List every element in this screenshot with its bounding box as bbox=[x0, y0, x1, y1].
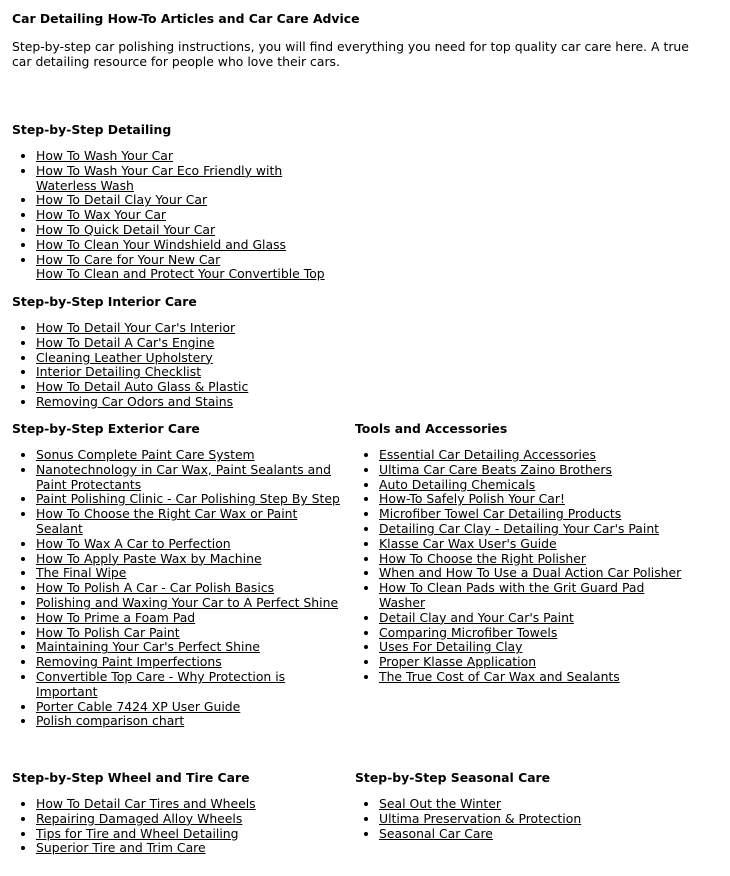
section-heading: Step-by-Step Exterior Care bbox=[12, 421, 200, 436]
article-link[interactable]: How To Choose the Right Polisher bbox=[379, 550, 586, 566]
list-item bbox=[379, 478, 685, 493]
list-item bbox=[36, 164, 342, 194]
link-list bbox=[12, 448, 342, 729]
article-link[interactable]: How To Detail Auto Glass & Plastic bbox=[36, 379, 249, 395]
list-item bbox=[379, 463, 685, 478]
list-item bbox=[36, 321, 342, 336]
list-item bbox=[379, 797, 685, 812]
list-item bbox=[36, 193, 342, 208]
article-link[interactable]: The True Cost of Car Wax and Sealants bbox=[379, 668, 620, 684]
article-link[interactable]: How To Detail Your Car's Interior bbox=[36, 320, 236, 335]
article-link[interactable]: Nanotechnology in Car Wax, Paint Sealants and Paint Protectants bbox=[36, 461, 331, 492]
list-item bbox=[36, 253, 342, 268]
list-item bbox=[36, 797, 342, 812]
list-item bbox=[379, 448, 685, 463]
list-item bbox=[36, 596, 342, 611]
article-link[interactable]: How To Apply Paste Wax by Machine bbox=[36, 550, 262, 566]
list-item bbox=[36, 537, 342, 552]
article-link[interactable]: Paint Polishing Clinic - Car Polishing Step By Step bbox=[36, 491, 340, 507]
list-item bbox=[36, 700, 342, 715]
article-link[interactable]: Removing Paint Imperfections bbox=[36, 654, 222, 670]
list-item bbox=[36, 507, 342, 537]
article-link[interactable]: Seal Out the Winter bbox=[379, 796, 501, 811]
list-item bbox=[36, 827, 342, 842]
section-heading: Step-by-Step Seasonal Care bbox=[355, 770, 551, 785]
article-link[interactable]: Interior Detailing Checklist bbox=[36, 364, 202, 380]
list-item bbox=[36, 626, 342, 641]
article-link[interactable]: How To Detail Car Tires and Wheels bbox=[36, 796, 256, 811]
article-link[interactable]: Seasonal Car Care bbox=[379, 825, 493, 841]
list-item bbox=[379, 640, 685, 655]
page-intro: Step-by-step car polishing instructions, you will find everything you need for top quality car care here. A true car detailing resource for people who love their cars. bbox=[12, 39, 689, 69]
list-item bbox=[36, 640, 342, 655]
link-list bbox=[355, 797, 685, 841]
article-link[interactable]: How To Detail A Car's Engine bbox=[36, 334, 215, 350]
link-list bbox=[355, 448, 685, 685]
list-item bbox=[36, 566, 342, 581]
section-interior bbox=[12, 294, 342, 410]
article-link[interactable]: Auto Detailing Chemicals bbox=[379, 476, 536, 492]
list-item bbox=[379, 581, 685, 611]
article-link[interactable]: Comparing Microfiber Towels bbox=[379, 624, 558, 640]
list-item bbox=[36, 714, 342, 729]
list-item bbox=[36, 223, 342, 238]
article-link[interactable]: Essential Car Detailing Accessories bbox=[379, 447, 596, 462]
section-tools bbox=[355, 421, 685, 685]
article-link[interactable]: Removing Car Odors and Stains bbox=[36, 393, 234, 409]
link-list bbox=[12, 149, 342, 282]
article-link[interactable]: Maintaining Your Car's Perfect Shine bbox=[36, 639, 260, 655]
page-content bbox=[12, 11, 718, 69]
list-item bbox=[379, 552, 685, 567]
list-item bbox=[36, 463, 342, 493]
article-link[interactable]: Cleaning Leather Upholstery bbox=[36, 349, 213, 365]
section-wheels bbox=[12, 770, 342, 856]
list-item bbox=[379, 611, 685, 626]
list-item bbox=[36, 336, 342, 351]
article-link[interactable]: The Final Wipe bbox=[36, 565, 127, 581]
list-item bbox=[379, 827, 685, 842]
section-seasonal bbox=[355, 770, 685, 841]
list-item bbox=[36, 380, 342, 395]
link-list bbox=[12, 797, 342, 856]
article-link[interactable]: Detailing Car Clay - Detailing Your Car's Paint bbox=[379, 520, 660, 536]
section-detailing bbox=[12, 122, 342, 282]
article-link[interactable]: Tips for Tire and Wheel Detailing bbox=[36, 825, 239, 841]
article-link[interactable]: Ultima Preservation & Protection bbox=[379, 810, 582, 826]
article-link[interactable]: Klasse Car Wax User's Guide bbox=[379, 535, 557, 551]
list-item bbox=[36, 611, 342, 626]
article-link[interactable]: How To Wash Your Car Eco Friendly with Waterless Wash bbox=[36, 162, 283, 193]
article-link[interactable]: How To Polish A Car - Car Polish Basics bbox=[36, 580, 275, 596]
article-link[interactable]: How-To Safely Polish Your Car! bbox=[379, 491, 565, 507]
article-link[interactable]: Superior Tire and Trim Care bbox=[36, 840, 206, 856]
list-item bbox=[36, 238, 342, 253]
list-item bbox=[36, 395, 342, 410]
list-item bbox=[36, 448, 342, 463]
list-item bbox=[36, 208, 342, 223]
list-item bbox=[36, 655, 342, 670]
article-link[interactable]: Polish comparison chart bbox=[36, 713, 185, 729]
list-item bbox=[379, 537, 685, 552]
list-item bbox=[36, 492, 342, 507]
article-link[interactable]: Microfiber Towel Car Detailing Products bbox=[379, 506, 622, 522]
article-link[interactable]: How To Clean Your Windshield and Glass bbox=[36, 236, 286, 252]
page-title: Car Detailing How-To Articles and Car Care Advice bbox=[12, 11, 360, 26]
article-link[interactable]: How To Detail Clay Your Car bbox=[36, 192, 208, 208]
list-item bbox=[379, 655, 685, 670]
list-item bbox=[36, 812, 342, 827]
article-link[interactable]: How To Prime a Foam Pad bbox=[36, 609, 196, 625]
list-item bbox=[36, 581, 342, 596]
article-link[interactable]: When and How To Use a Dual Action Car Polisher bbox=[379, 565, 682, 581]
article-link[interactable]: Repairing Damaged Alloy Wheels bbox=[36, 810, 243, 826]
list-item bbox=[36, 365, 342, 380]
article-link[interactable]: How To Clean and Protect Your Convertible Top bbox=[36, 267, 325, 282]
article-link[interactable]: How To Quick Detail Your Car bbox=[36, 221, 216, 237]
article-link[interactable]: How To Clean Pads with the Grit Guard Pad Washer bbox=[379, 580, 645, 610]
article-link[interactable]: How To Wax A Car to Perfection bbox=[36, 535, 231, 551]
article-link[interactable]: Uses For Detailing Clay bbox=[379, 639, 523, 655]
list-item bbox=[379, 812, 685, 827]
list-item bbox=[36, 351, 342, 366]
article-link[interactable]: How To Wax Your Car bbox=[36, 207, 167, 223]
list-item bbox=[379, 492, 685, 507]
list-item bbox=[36, 267, 342, 282]
list-item bbox=[379, 566, 685, 581]
list-item bbox=[379, 626, 685, 641]
article-link[interactable]: How To Care for Your New Car bbox=[36, 251, 221, 267]
article-link[interactable]: How To Polish Car Paint bbox=[36, 624, 180, 640]
article-link[interactable]: How To Wash Your Car bbox=[36, 148, 173, 163]
list-item bbox=[379, 522, 685, 537]
list-item bbox=[36, 841, 342, 856]
section-heading: Step-by-Step Wheel and Tire Care bbox=[12, 770, 250, 785]
article-link[interactable]: Porter Cable 7424 XP User Guide bbox=[36, 698, 241, 714]
section-heading: Tools and Accessories bbox=[355, 421, 508, 436]
list-item bbox=[379, 507, 685, 522]
article-link[interactable]: Ultima Car Care Beats Zaino Brothers bbox=[379, 461, 612, 477]
list-item bbox=[36, 670, 342, 700]
article-link[interactable]: Convertible Top Care - Why Protection is Important bbox=[36, 668, 286, 699]
link-list bbox=[12, 321, 342, 410]
list-item bbox=[36, 149, 342, 164]
article-link[interactable]: Sonus Complete Paint Care System bbox=[36, 447, 255, 462]
section-exterior bbox=[12, 421, 342, 729]
section-heading: Step-by-Step Detailing bbox=[12, 122, 172, 137]
article-link[interactable]: How To Choose the Right Car Wax or Paint Sealant bbox=[36, 506, 298, 536]
list-item bbox=[379, 670, 685, 685]
list-item bbox=[36, 552, 342, 567]
article-link[interactable]: Polishing and Waxing Your Car to A Perfect Shine bbox=[36, 594, 339, 610]
article-link[interactable]: Proper Klasse Application bbox=[379, 654, 537, 670]
section-heading: Step-by-Step Interior Care bbox=[12, 294, 197, 309]
article-link[interactable]: Detail Clay and Your Car's Paint bbox=[379, 609, 574, 625]
